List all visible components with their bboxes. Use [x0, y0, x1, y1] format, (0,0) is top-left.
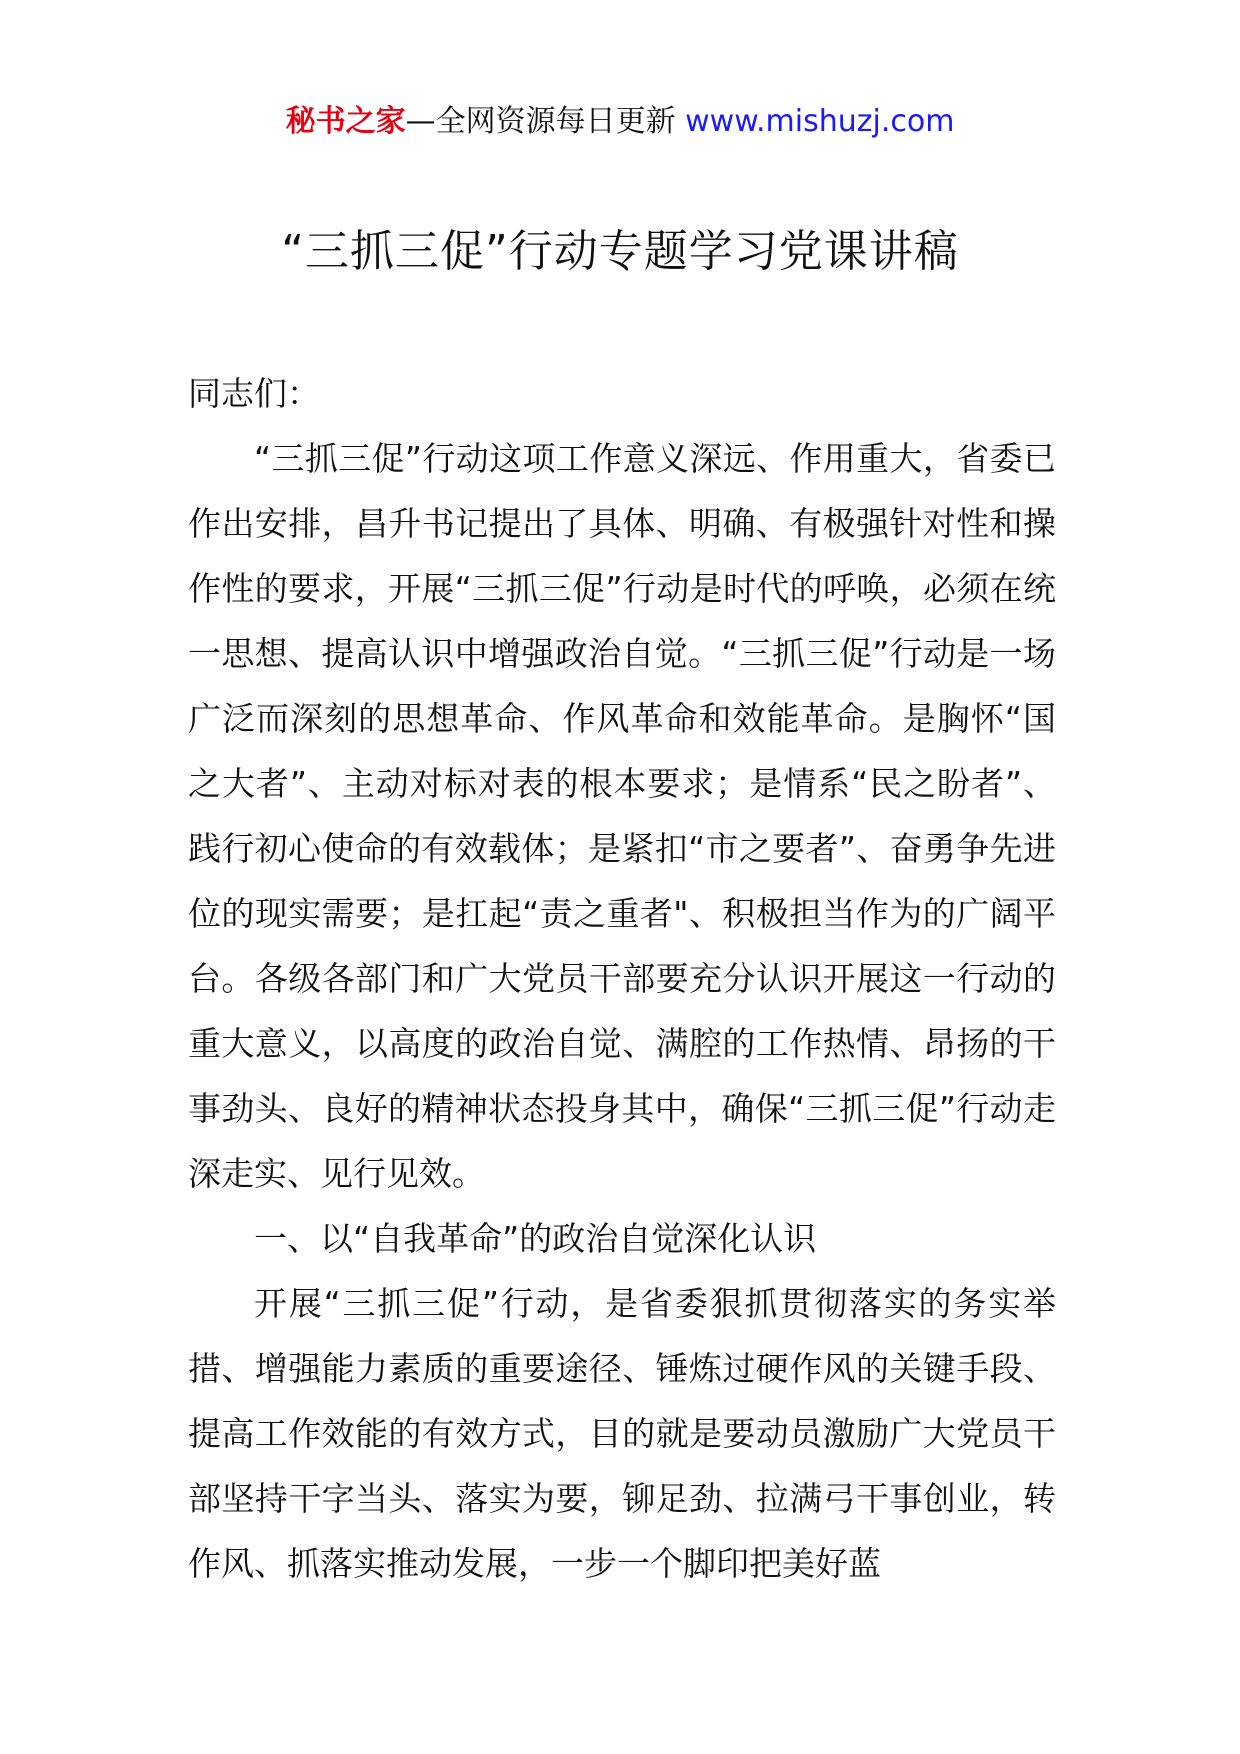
site-banner	[0, 100, 1240, 144]
brand-name: 秘书之家	[285, 104, 406, 139]
salutation: 同志们：	[188, 374, 320, 413]
paragraph-intro: “三抓三促”行动这项工作意义深远、作用重大，省委已作出安排，昌升书记提出了具体、明确、有极强针对性和操作性的要求，开展“三抓三促”行动是时代的呼唤，必须在统一思想、提高认识中增强政治自觉。“三抓三促”行动是一场广泛而深刻的思想革命、作风革命和效能革命。是胸怀“国之大者”、主动对标对表的根本要求；是情系“民之盼者”、践行初心使命的有效载体；是紧扣“市之要者”、奋勇争先进位的现实需要；是扛起“责之重者"、积极担当作为的广阔平台。各级各部门和广大党员干部要充分认识开展这一行动的重大意义，以高度的政治自觉、满腔的工作热情、昂扬的干事劲头、良好的精神状态投身其中，确保“三抓三促”行动走深走实、见行见效。	[188, 439, 1056, 1193]
document-body	[188, 361, 1056, 1596]
banner-slogan: —全网资源每日更新	[405, 104, 686, 139]
document-title: “三抓三促”行动专题学习党课讲稿	[281, 226, 959, 277]
paragraph-section-1: 开展“三抓三促”行动，是省委狠抓贯彻落实的务实举措、增强能力素质的重要途径、锤炼过硬作风的关键手段、提高工作效能的有效方式，目的就是要动员激励广大党员干部坚持干字当头、落实为要，铆足劲、拉满弓干事创业，转作风、抓落实推动发展，一步一个脚印把美好蓝	[188, 1284, 1056, 1583]
site-url-link[interactable]: www.mishuzj.com	[685, 104, 955, 139]
section-heading-1: 一、以“自我革命”的政治自觉深化认识	[254, 1219, 817, 1258]
